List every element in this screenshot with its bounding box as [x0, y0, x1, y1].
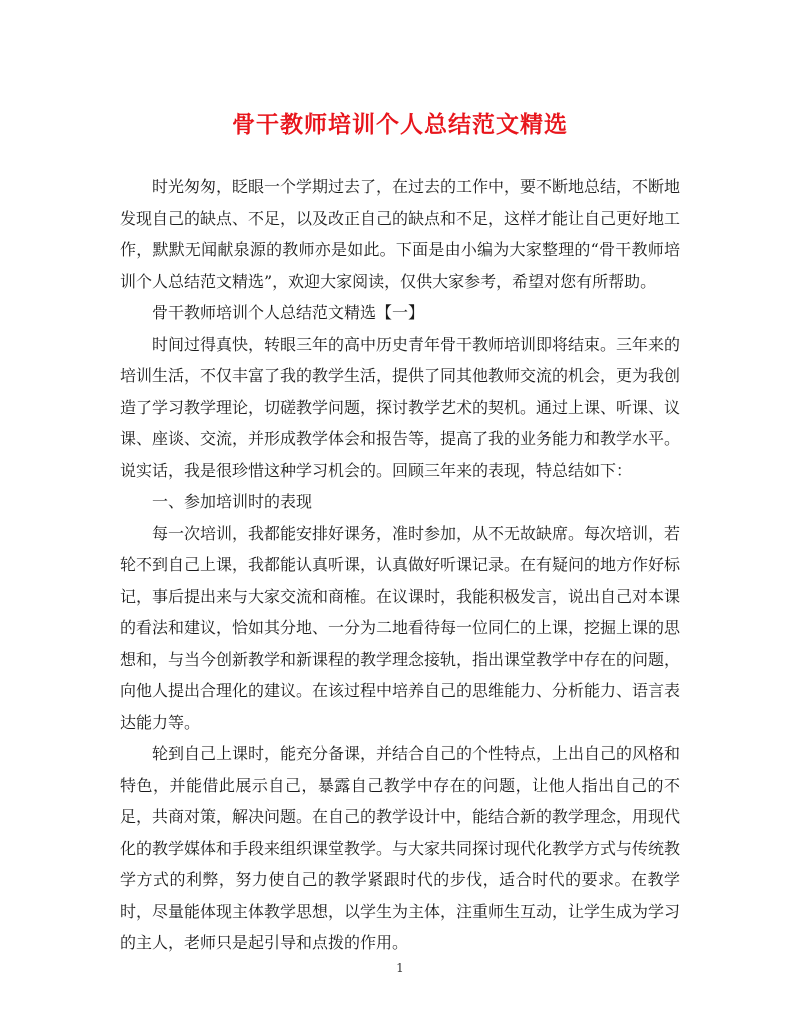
document-body [120, 171, 680, 959]
body-paragraph: 每一次培训，我都能安排好课务，准时参加，从不无故缺席。每次培训，若轮不到自己上课，我都能认真听课，认真做好听课记录。在有疑问的地方作好标记，事后提出来与大家交流和商榷。在议课时，我能积极发言，说出自己对本课的看法和建议，恰如其分地、一分为二地看待每一位同仁的上课，挖掘上课的思想和，与当今创新教学和新课程的教学理念接轨，指出课堂教学中存在的问题，向他人提出合理化的建议。在该过程中培养自己的思维能力、分析能力、语言表达能力等。 [120, 523, 681, 732]
intro-paragraph: 时光匆匆，眨眼一个学期过去了，在过去的工作中，要不断地总结，不断地发现自己的缺点、不足，以及改正自己的缺点和不足，这样才能让自己更好地工作，默默无闻献泉源的教师亦是如此。下面是由小编为大家整理的“骨干教师培训个人总结范文精选”，欢迎大家阅读，仅供大家参考，希望对您有所帮助。 [120, 177, 681, 291]
page-number: 1 [396, 961, 404, 975]
section-heading-one: 骨干教师培训个人总结范文精选【一】 [152, 303, 425, 322]
subsection-heading-participation: 一、参加培训时的表现 [152, 492, 313, 511]
document-title: 骨干教师培训个人总结范文精选 [232, 111, 568, 138]
body-paragraph: 时间过得真快，转眼三年的高中历史青年骨干教师培训即将结束。三年来的培训生活，不仅丰富了我的教学生活，提供了同其他教师交流的机会，更为我创造了学习教学理论，切磋教学问题，探讨教学艺术的契机。通过上课、听课、议课、座谈、交流，并形成教学体会和报告等，提高了我的业务能力和教学水平。说实话，我是很珍惜这种学习机会的。回顾三年来的表现，特总结如下： [120, 334, 681, 480]
body-paragraph: 轮到自己上课时，能充分备课，并结合自己的个性特点，上出自己的风格和特色，并能借此展示自己，暴露自己教学中存在的问题，让他人指出自己的不足，共商对策，解决问题。在自己的教学设计中，能结合新的教学理念，用现代化的教学媒体和手段来组织课堂教学。与大家共同探讨现代化教学方式与传统教学方式的利弊，努力使自己的教学紧跟时代的步伐，适合时代的要求。在教学时，尽量能体现主体教学思想，以学生为主体，注重师生互动，让学生成为学习的主人，老师只是起引导和点拨的作用。 [120, 744, 681, 952]
